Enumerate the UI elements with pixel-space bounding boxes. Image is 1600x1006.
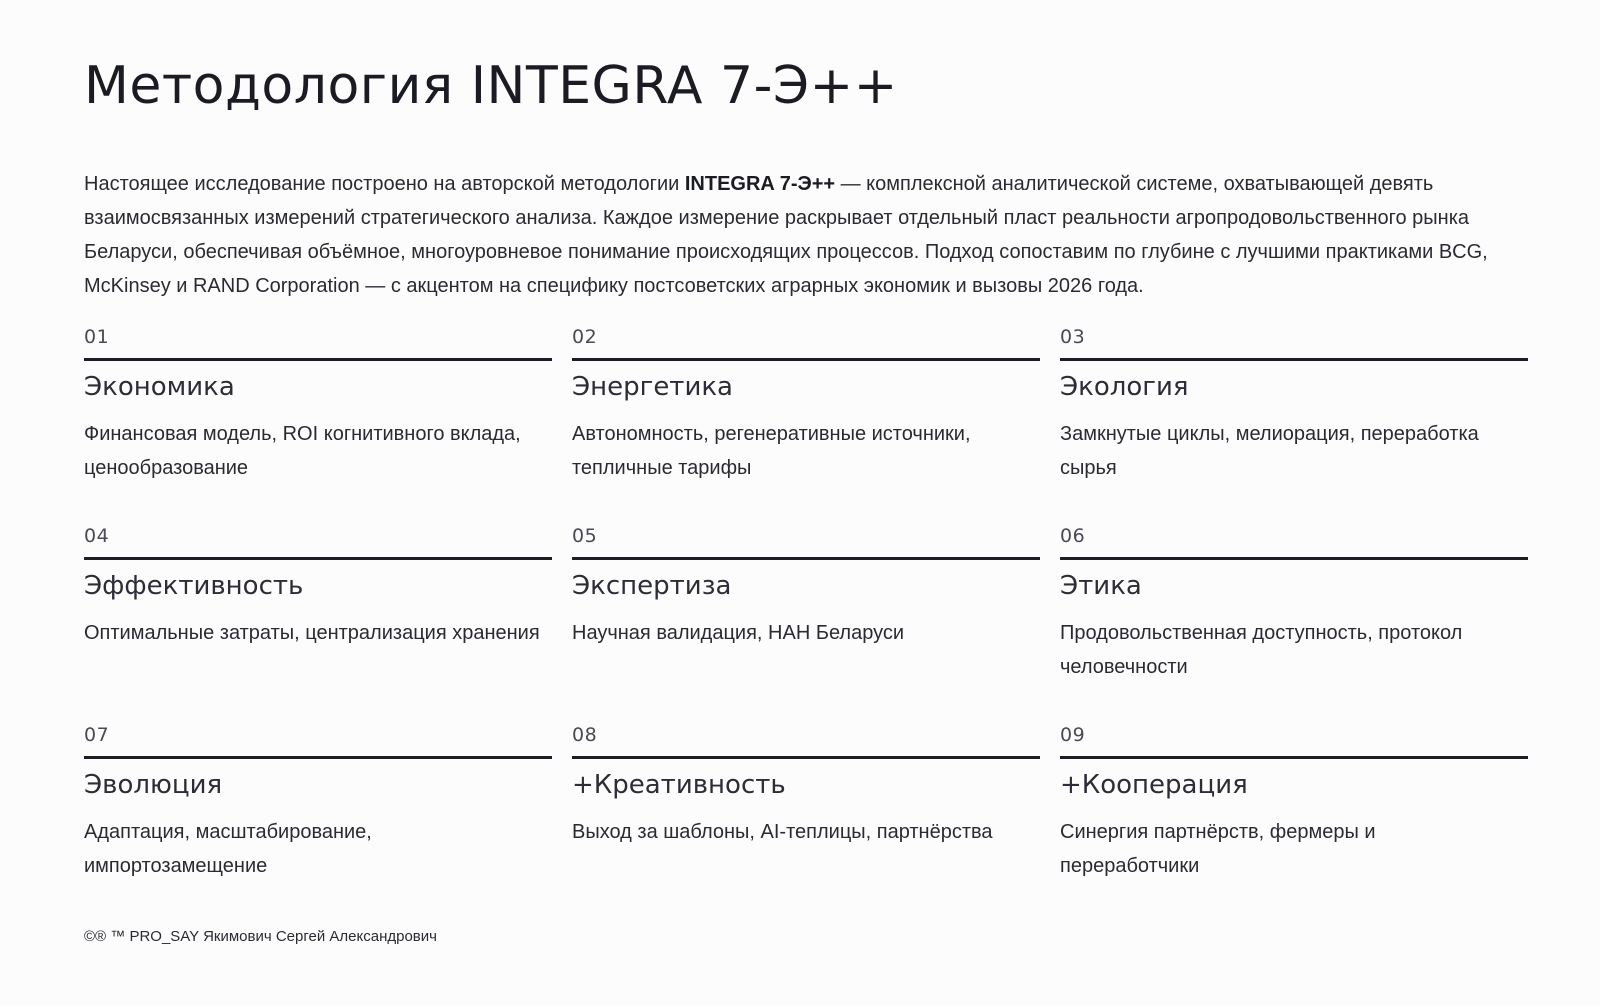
dimension-card-ecology (1060, 322, 1528, 521)
dimension-description: Замкнутые циклы, мелиорация, переработка сырья (1060, 423, 1479, 479)
dimension-number: 06 (1060, 525, 1086, 547)
dimension-divider (572, 358, 1040, 361)
page-title: Методология INTEGRA 7-Э++ (84, 56, 898, 116)
dimensions-grid (84, 322, 1524, 919)
dimension-description: Оптимальные затраты, централизация хранения (84, 622, 540, 644)
dimension-card-efficiency (84, 521, 552, 720)
dimension-number: 01 (84, 326, 110, 348)
intro-text-start: Настоящее исследование построено на авторской методологии (84, 173, 685, 195)
dimension-divider (1060, 358, 1528, 361)
dimension-number: 02 (572, 326, 598, 348)
dimension-divider (84, 756, 552, 759)
dimension-divider (1060, 557, 1528, 560)
dimension-description: Синергия партнёрств, фермеры и переработчики (1060, 821, 1376, 877)
dimension-card-evolution (84, 720, 552, 919)
dimension-number: 03 (1060, 326, 1086, 348)
intro-methodology-name: INTEGRA 7-Э++ (684, 173, 836, 195)
dimension-description: Автономность, регенеративные источники, тепличные тарифы (572, 423, 971, 479)
dimension-card-creativity (572, 720, 1040, 919)
dimension-title: +Креативность (572, 770, 786, 800)
dimension-divider (84, 557, 552, 560)
dimension-card-economy (84, 322, 552, 521)
dimension-number: 04 (84, 525, 110, 547)
dimension-title: Энергетика (572, 372, 733, 402)
dimension-title: Эффективность (84, 571, 304, 601)
dimension-number: 08 (572, 724, 598, 746)
dimension-title: +Кооперация (1060, 770, 1248, 800)
dimension-card-energy (572, 322, 1040, 521)
dimension-card-expertise (572, 521, 1040, 720)
dimension-title: Экспертиза (572, 571, 732, 601)
dimension-divider (84, 358, 552, 361)
intro-paragraph (84, 167, 1534, 303)
dimension-number: 05 (572, 525, 598, 547)
dimension-card-cooperation (1060, 720, 1528, 919)
dimension-description: Финансовая модель, ROI когнитивного вклада, ценообразование (84, 423, 521, 479)
dimension-title: Этика (1060, 571, 1142, 601)
dimension-divider (572, 756, 1040, 759)
dimension-title: Экономика (84, 372, 235, 402)
dimension-description: Выход за шаблоны, AI-теплицы, партнёрства (572, 821, 993, 843)
dimension-title: Эволюция (84, 770, 223, 800)
copyright-footer: ©® ™ PRO_SAY Якимович Сергей Александрович (84, 928, 437, 945)
dimension-title: Экология (1060, 372, 1189, 402)
dimension-card-ethics (1060, 521, 1528, 720)
dimension-number: 09 (1060, 724, 1086, 746)
intro-text-end: — комплексной аналитической системе, охватывающей девять взаимосвязанных измерений стратегического анализа. Каждое измерение раскрывает отдельный пласт реальности агропродовольственного рынка Беларуси, обеспечивая объёмное, многоуровневое понимание происходящих процессов. Подход сопоставим по глубине с лучшими практиками BCG, McKinsey и RAND Corporation — с акцентом на специфику постсоветских аграрных экономик и вызовы 2026 года. (84, 173, 1488, 297)
dimension-description: Адаптация, масштабирование, импортозамещение (84, 821, 372, 877)
dimension-divider (1060, 756, 1528, 759)
dimension-number: 07 (84, 724, 110, 746)
dimension-description: Научная валидация, НАН Беларуси (572, 622, 905, 644)
dimension-divider (572, 557, 1040, 560)
dimension-description: Продовольственная доступность, протокол человечности (1060, 622, 1463, 678)
